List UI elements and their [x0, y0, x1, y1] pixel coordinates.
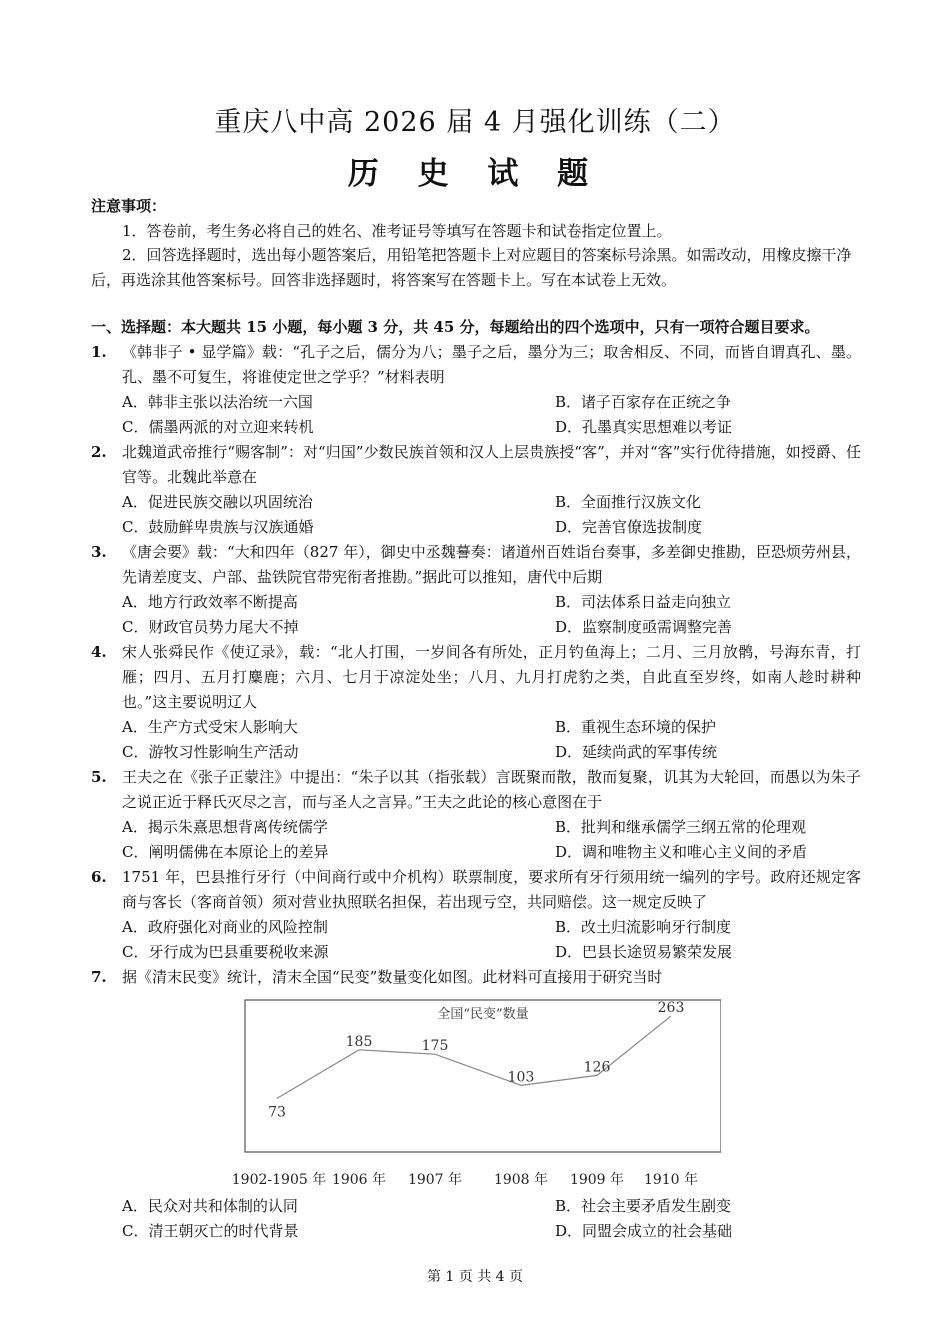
question-stem: 《唐会要》载：“大和四年（827 年），御史中丞魏謩奏：诸道州百姓诣台奏事，多差御史推勘，臣恐烦劳州县，先请差度支、户部、盐铁院官带宪衔者推勘。”据此可以推知，唐代中后期 [122, 543, 861, 586]
series-line [277, 1016, 671, 1098]
option-a: A．促进民族交融以巩固统治 [122, 493, 313, 511]
option-b: B．全面推行汉族文化 [555, 493, 702, 511]
question-6 [91, 865, 861, 965]
question-stem: 王夫之在《张子正蒙注》中提出：“朱子以其（指张载）言既聚而散，散而复聚，讥其为大轮回，而愚以为朱子之说正近于释氏灭尽之言，而与圣人之言异。”王夫之此论的核心意图在于 [122, 768, 861, 811]
line-chart [221, 996, 721, 1192]
option-a: A．揭示朱熹思想背离传统儒学 [122, 818, 328, 836]
option-c: C．阐明儒佛在本原论上的差异 [122, 843, 329, 861]
page-footer: 第 1 页 共 4 页 [426, 1269, 524, 1285]
option-a: A．地方行政效率不断提高 [122, 593, 298, 611]
question-stem: 1751 年，巴县推行牙行（中间商行或中介机构）联票制度，要求所有牙行须用统一编列的字号。政府还规定客商与客长（客商首领）须对营业执照联名担保，若出现亏空，共同赔偿。这一规定反映了 [122, 868, 861, 911]
question-number: 3. [91, 543, 107, 561]
notes-block [91, 194, 861, 292]
option-a: A．韩非主张以法治统一六国 [122, 393, 313, 411]
option-b: B．重视生态环境的保护 [555, 718, 717, 736]
question-number: 5. [91, 768, 107, 786]
question-stem: 北魏道武帝推行“赐客制”：对“归国”少数民族首领和汉人上层贵族授“客”，并对“客”实行优待措施，如授爵、任官等。北魏此举意在 [122, 443, 861, 486]
question-number: 6. [91, 868, 107, 886]
option-d: D．延续尚武的军事传统 [555, 743, 718, 761]
notes-item-2: 2．回答选择题时，选出每小题答案后，用铅笔把答题卡上对应题目的答案标号涂黑。如需改动，用橡皮擦干净后，再选涂其他答案标号。回答非选择题时，将答案写在答题卡上。写在本试卷上无效。 [91, 246, 852, 289]
option-d: D．监察制度亟需调整完善 [555, 618, 733, 636]
option-d: D．同盟会成立的社会基础 [555, 1222, 733, 1240]
option-a: A．生产方式受宋人影响大 [122, 718, 298, 736]
x-tick-label: 1907 年 [407, 1172, 463, 1188]
option-c: C．鼓励鲜卑贵族与汉族通婚 [122, 518, 314, 536]
option-b: B．社会主要矛盾发生剧变 [555, 1197, 732, 1215]
question-stem: 据《清末民变》统计，清末全国“民变”数量变化如图。此材料可直接用于研究当时 [122, 968, 663, 986]
data-label: 185 [345, 1033, 373, 1050]
option-c: C．牙行成为巴县重要税收来源 [122, 943, 329, 961]
option-d: D．孔墨真实思想难以考证 [555, 418, 733, 436]
question-5 [91, 765, 861, 865]
option-b: B．批判和继承儒学三纲五常的伦理观 [555, 818, 807, 836]
x-tick-label: 1906 年 [331, 1172, 387, 1188]
question-1 [91, 340, 861, 440]
exam-title: 重庆八中高 2026 届 4 月强化训练（二） [214, 107, 736, 138]
option-a: A．政府强化对商业的风险控制 [122, 918, 328, 936]
x-tick-label: 1910 年 [643, 1172, 699, 1188]
chart-frame [245, 1000, 721, 1152]
data-label: 103 [507, 1069, 535, 1086]
data-label: 175 [421, 1038, 449, 1055]
option-c: C．清王朝灭亡的时代背景 [122, 1222, 299, 1240]
option-b: B．改土归流影响牙行制度 [555, 918, 732, 936]
option-b: B．司法体系日益走向独立 [555, 593, 732, 611]
question-number: 4. [91, 643, 107, 661]
option-a: A．民众对共和体制的认同 [122, 1197, 298, 1215]
option-d: D．完善官僚选拔制度 [555, 518, 703, 536]
question-stem: 宋人张舜民作《使辽录》，载：“北人打围，一岁间各有所处，正月钓鱼海上；二月、三月放鹘，号海东青，打雁；四月、五月打麋鹿；六月、七月于凉淀处坐；八月、九月打虎豹之类，自此直至岁终，如南人趁时耕种也。”这主要说明辽人 [122, 643, 861, 711]
question-list [91, 340, 861, 1244]
x-tick-label: 1908 年 [493, 1172, 549, 1188]
data-label: 263 [657, 1000, 685, 1017]
question-number: 7. [91, 968, 107, 986]
exam-subtitle: 历 史 试 题 [347, 156, 603, 192]
question-number: 2. [91, 443, 107, 461]
option-d: D．巴县长途贸易繁荣发展 [555, 943, 733, 961]
question-3 [91, 540, 861, 640]
option-d: D．调和唯物主义和唯心主义间的矛盾 [555, 843, 808, 861]
notes-item-1: 1．答卷前，考生务必将自己的姓名、准考证号等填写在答题卡和试卷指定位置上。 [122, 221, 672, 240]
data-label: 126 [583, 1059, 611, 1076]
x-tick-label: 1909 年 [569, 1172, 625, 1188]
option-b: B．诸子百家存在正统之争 [555, 393, 732, 411]
notes-heading: 注意事项： [91, 197, 167, 215]
x-tick-label: 1902-1905 年 [231, 1172, 327, 1188]
question-stem: 《韩非子 • 显学篇》载：“孔子之后，儒分为八；墨子之后，墨分为三；取舍相反、不同，而皆自谓真孔、墨。孔、墨不可复生，将谁使定世之学乎？”材料表明 [122, 343, 861, 386]
data-label: 73 [268, 1104, 286, 1121]
option-c: C．儒墨两派的对立迎来转机 [122, 418, 314, 436]
question-7 [91, 965, 861, 1244]
chart-title: 全国“民变”数量 [437, 1007, 529, 1022]
question-number: 1. [91, 343, 107, 361]
question-4 [91, 640, 861, 765]
option-c: C．游牧习性影响生产活动 [122, 743, 299, 761]
section-title: 一、选择题：本大题共 15 小题，每小题 3 分，共 45 分，每题给出的四个选项中，只有一项符合题目要求。 [91, 318, 820, 336]
option-c: C．财政官员势力尾大不掉 [122, 618, 299, 636]
line-chart-svg [221, 996, 721, 1192]
question-2 [91, 440, 861, 540]
